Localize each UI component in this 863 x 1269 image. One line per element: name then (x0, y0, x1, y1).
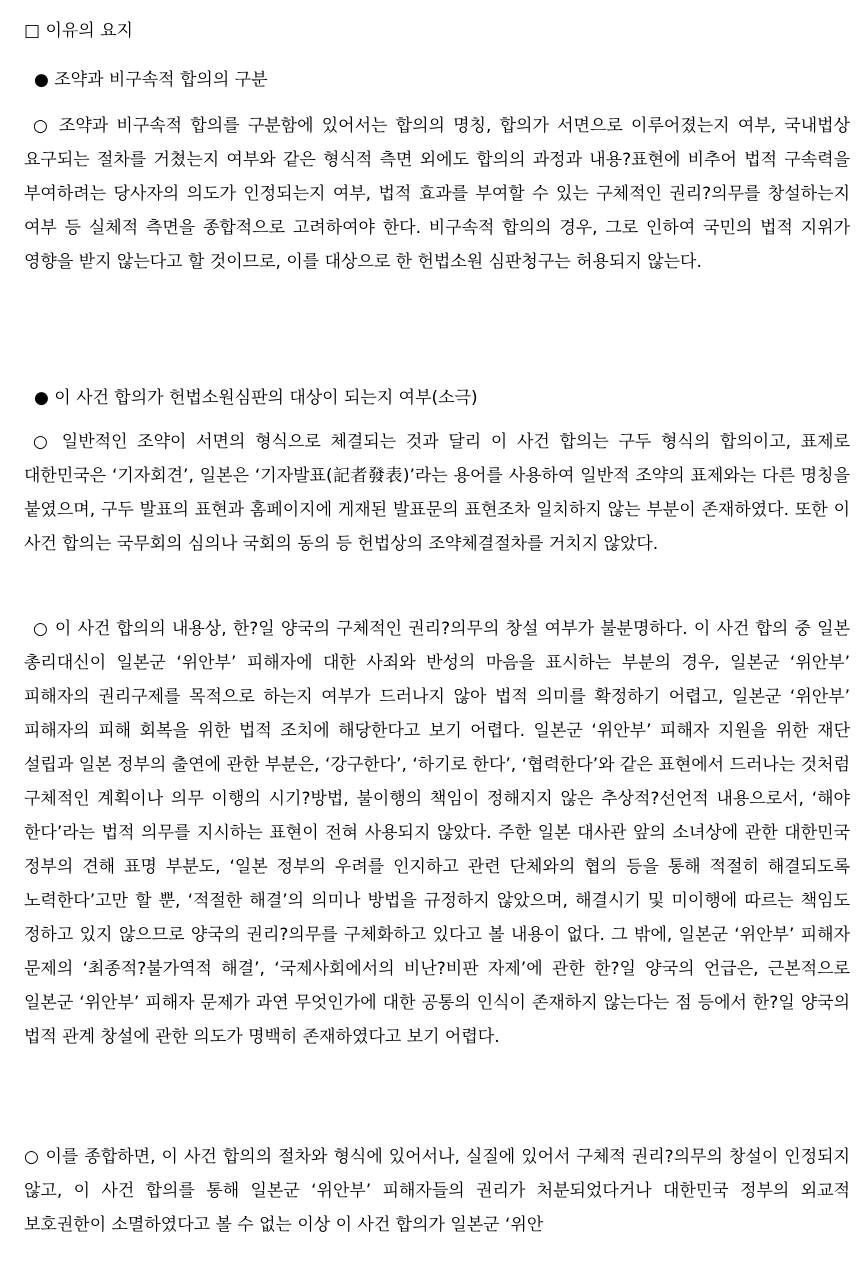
section2-paragraph-1-text: ○ 일반적인 조약이 서면의 형식으로 체결되는 것과 달리 이 사건 합의는 구두 형식의 합의이고, 표제로 대한민국은 ‘기자회견’, 일본은 ‘기자발표(記者發表)’라는 용어를 사용하여 일반적 조약의 표제와는 다른 명칭을 붙였으며, 구두 발표의 표현과 홈페이지에 게재된 발표문의 표현조차 일치하지 않는 부분이 존재하였다. 또한 이 사건 합의는 국무회의 심의나 국회의 동의 등 헌법상의 조약체결절차를 거치지 않았다. (24, 432, 850, 554)
section2-paragraph-3-text: ○ 이를 종합하면, 이 사건 합의의 절차와 형식에 있어서나, 실질에 있어서 구체적 권리?의무의 창설이 인정되지 않고, 이 사건 합의를 통해 일본군 ‘위안부’ 피해자들의 권리가 처분되었다거나 대한민국 정부의 외교적 보호권한이 소멸하였다고 볼 수 없는 이상 이 사건 합의가 일본군 ‘위안 (24, 1147, 850, 1235)
section2-paragraph-1 (24, 425, 850, 561)
section-title-constitutional-complaint-target: ● 이 사건 합의가 헌법소원심판의 대상이 되는지 여부(소극) (34, 388, 478, 408)
section-title-treaty-vs-nonbinding: ● 조약과 비구속적 합의의 구분 (34, 70, 268, 90)
section2-paragraph-2-text: ○ 이 사건 합의의 내용상, 한?일 양국의 구체적인 권리?의무의 창설 여부가 불분명하다. 이 사건 합의 중 일본 총리대신이 일본군 ‘위안부’ 피해자에 대한 사죄와 반성의 마음을 표시하는 부분의 경우, 일본군 ‘위안부’ 피해자의 권리구제를 목적으로 하는지 여부가 드러나지 않아 법적 의미를 확정하기 어렵고, 일본군 ‘위안부’ 피해자의 피해 회복을 위한 법적 조치에 해당한다고 보기 어렵다. 일본군 ‘위안부’ 피해자 지원을 위한 재단 설립과 일본 정부의 출연에 관한 부분은, ‘강구한다’, ‘하기로 한다’, ‘협력한다’와 같은 표현에서 드러나는 것처럼 구체적인 계획이나 의무 이행의 시기?방법, 불이행의 책임이 정해지지 않은 추상적?선언적 내용으로서, ‘해야 한다’라는 법적 의무를 지시하는 표현이 전혀 사용되지 않았다. 주한 일본 대사관 앞의 소녀상에 관한 대한민국 정부의 견해 표명 부분도, ‘일본 정부의 우려를 인지하고 관련 단체와의 협의 등을 통해 적절히 해결되도록 노력한다’고만 할 뿐, ‘적절한 해결’의 의미나 방법을 규정하지 않았으며, 해결시기 및 미이행에 따르는 책임도 정하고 있지 않으므로 양국의 권리?의무를 구체화하고 있다고 볼 내용이 없다. 그 밖에, 일본군 ‘위안부’ 피해자 문제의 ‘최종적?불가역적 해결’, ‘국제사회에서의 비난?비판 자제’에 관한 한?일 양국의 언급은, 근본적으로 일본군 ‘위안부’ 피해자 문제가 과연 무엇인가에 대한 공통의 인식이 존재하지 않는다는 점 등에서 한?일 양국의 법적 관계 창설에 관한 의도가 명백히 존재하였다고 보기 어렵다. (24, 619, 850, 1047)
section2-paragraph-3 (24, 1140, 850, 1242)
section1-paragraph-text: ○ 조약과 비구속적 합의를 구분함에 있어서는 합의의 명칭, 합의가 서면으로 이루어졌는지 여부, 국내법상 요구되는 절차를 거쳤는지 여부와 같은 형식적 측면 외에도 합의의 과정과 내용?표현에 비추어 법적 구속력을 부여하려는 당사자의 의도가 인정되는지 여부, 법적 효과를 부여할 수 있는 구체적인 권리?의무를 창설하는지 여부 등 실체적 측면을 종합적으로 고려하여야 한다. 비구속적 합의의 경우, 그로 인하여 국민의 법적 지위가 영향을 받지 않는다고 할 것이므로, 이를 대상으로 한 헌법소원 심판청구는 허용되지 않는다. (24, 116, 850, 272)
section1-paragraph (24, 109, 850, 279)
section2-paragraph-2 (24, 612, 850, 1054)
document-heading: □ 이유의 요지 (24, 21, 133, 41)
